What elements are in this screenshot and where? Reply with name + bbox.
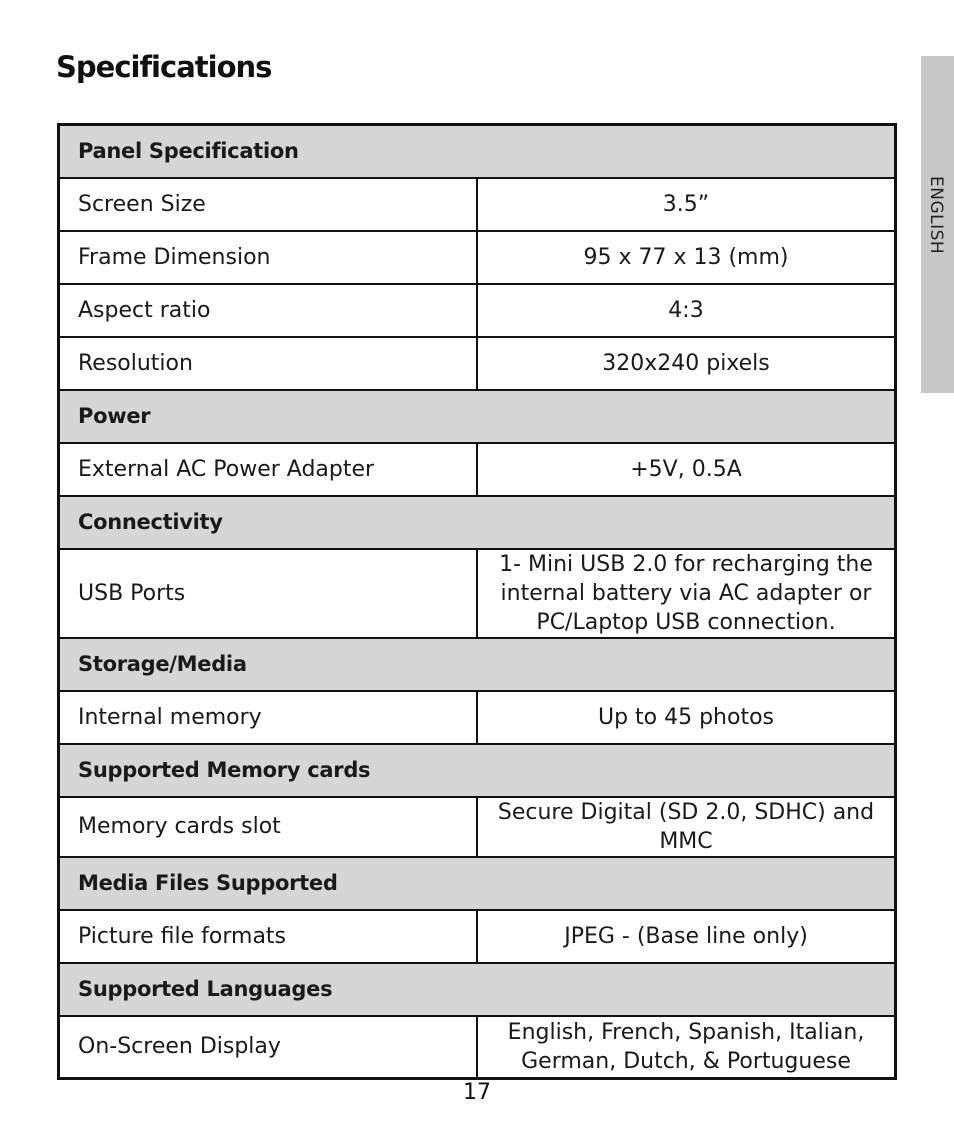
section-header-label: Supported Memory cards — [59, 744, 896, 797]
spec-value: 320x240 pixels — [477, 337, 896, 390]
spec-row — [59, 1016, 896, 1079]
spec-label: Aspect ratio — [59, 284, 478, 337]
spec-row — [59, 231, 896, 284]
spec-row — [59, 178, 896, 231]
section-header-label: Connectivity — [59, 496, 896, 549]
specifications-table — [57, 123, 897, 1080]
section-header-label: Storage/Media — [59, 638, 896, 691]
spec-row — [59, 910, 896, 963]
section-header-row — [59, 638, 896, 691]
spec-value: 1- Mini USB 2.0 for recharging the internal battery via AC adapter or PC/Laptop USB connection. — [477, 549, 896, 638]
spec-label: Frame Dimension — [59, 231, 478, 284]
section-header-row — [59, 744, 896, 797]
spec-row — [59, 337, 896, 390]
page-title: Specifications — [56, 50, 272, 84]
spec-label: Internal memory — [59, 691, 478, 744]
spec-value: +5V, 0.5A — [477, 443, 896, 496]
section-header-label: Panel Specification — [59, 125, 896, 178]
page-number: 17 — [463, 1080, 491, 1105]
section-header-row — [59, 496, 896, 549]
section-header-row — [59, 125, 896, 178]
spec-row — [59, 443, 896, 496]
spec-label: External AC Power Adapter — [59, 443, 478, 496]
spec-row — [59, 284, 896, 337]
spec-value: Up to 45 photos — [477, 691, 896, 744]
spec-label: Resolution — [59, 337, 478, 390]
spec-value: 95 x 77 x 13 (mm) — [477, 231, 896, 284]
language-side-tab-label: ENGLISH — [926, 176, 946, 255]
section-header-row — [59, 963, 896, 1016]
section-header-label: Media Files Supported — [59, 857, 896, 910]
spec-label: Screen Size — [59, 178, 478, 231]
section-header-row — [59, 857, 896, 910]
specifications-table-body — [59, 125, 896, 1079]
section-header-row — [59, 390, 896, 443]
spec-label: On-Screen Display — [59, 1016, 478, 1079]
spec-value: JPEG - (Base line only) — [477, 910, 896, 963]
spec-value: 3.5” — [477, 178, 896, 231]
spec-value: 4:3 — [477, 284, 896, 337]
spec-label: USB Ports — [59, 549, 478, 638]
section-header-label: Power — [59, 390, 896, 443]
spec-value: Secure Digital (SD 2.0, SDHC) and MMC — [477, 797, 896, 857]
spec-label: Picture file formats — [59, 910, 478, 963]
spec-label: Memory cards slot — [59, 797, 478, 857]
section-header-label: Supported Languages — [59, 963, 896, 1016]
spec-value: English, French, Spanish, Italian, German, Dutch, & Portuguese — [477, 1016, 896, 1079]
spec-row — [59, 797, 896, 857]
spec-row — [59, 549, 896, 638]
spec-row — [59, 691, 896, 744]
